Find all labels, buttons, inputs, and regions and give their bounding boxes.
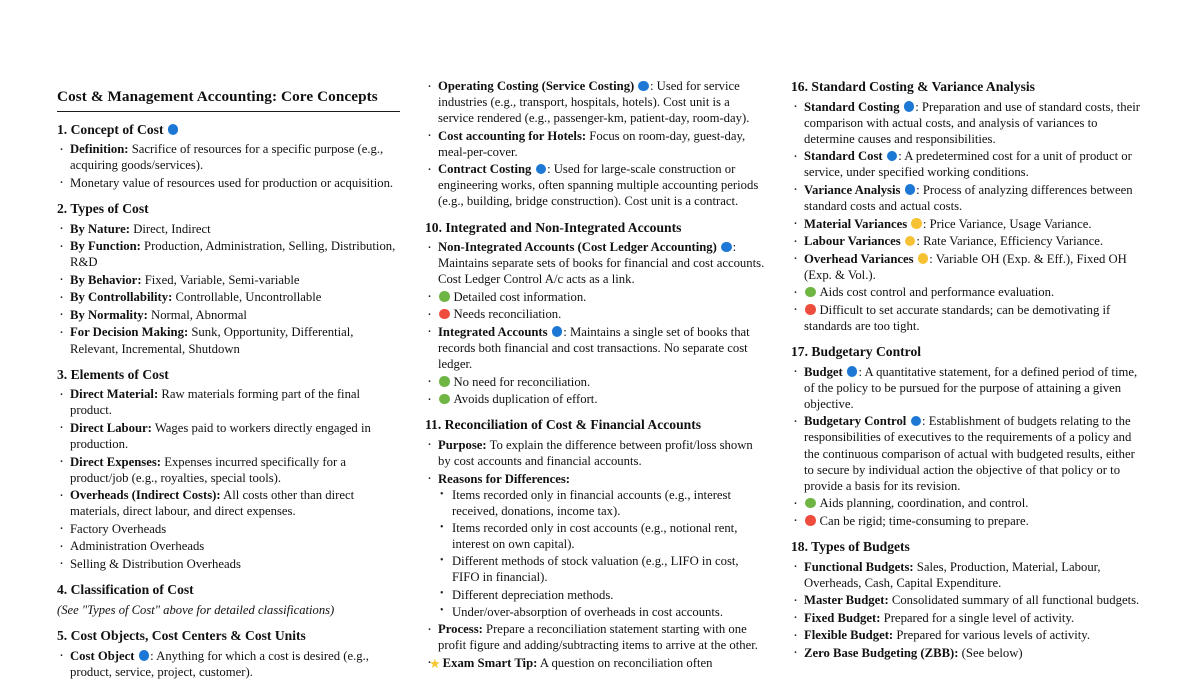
section-heading-text: 4. Classification of Cost xyxy=(57,581,194,597)
list-item xyxy=(425,391,768,407)
list-item-label: Standard Costing xyxy=(804,99,900,114)
list-item xyxy=(791,148,1141,180)
blue-circle-icon xyxy=(536,164,547,175)
list-item xyxy=(425,621,768,653)
section-heading xyxy=(57,121,398,139)
sub-list-item: • Under/over-absorption of overheads in cost accounts. xyxy=(438,604,768,620)
red-circle-icon xyxy=(805,515,816,526)
list-item xyxy=(791,302,1141,334)
list-item-text: Prepared for a single level of activity. xyxy=(880,610,1075,625)
blue-circle-icon xyxy=(887,151,898,162)
section-heading xyxy=(425,219,768,237)
list-item-label: Master Budget: xyxy=(804,593,889,608)
list-item-label: Direct Material: xyxy=(70,387,159,402)
list-item xyxy=(57,487,398,519)
list-item xyxy=(791,610,1141,626)
bullet-list xyxy=(791,99,1141,334)
green-circle-icon xyxy=(439,291,450,302)
list-item xyxy=(57,238,398,270)
section-heading-text: 11. Reconciliation of Cost & Financial Accounts xyxy=(425,417,702,433)
list-item-text: Fixed, Variable, Semi-variable xyxy=(141,272,300,287)
list-item xyxy=(57,454,398,486)
list-item-label: Cost accounting for Hotels: xyxy=(438,128,587,143)
list-item xyxy=(425,289,768,305)
exam-tip-text: A question on reconciliation often xyxy=(537,655,713,670)
list-item-text: Normal, Abnormal xyxy=(147,307,247,322)
list-item xyxy=(57,272,398,288)
list-item-label: Overhead Variances xyxy=(804,251,914,266)
list-item-label: Process: xyxy=(438,622,483,637)
list-item-label: Fixed Budget: xyxy=(804,610,881,625)
sub-list-item: • Items recorded only in cost accounts (e.g., notional rent, interest on own capital). xyxy=(438,520,768,552)
section-heading xyxy=(57,366,398,384)
list-item xyxy=(425,471,768,620)
list-item-text: Production, Administration, Selling, Distribution, R&D xyxy=(70,239,396,270)
section-heading-text: 2. Types of Cost xyxy=(57,200,149,216)
list-item xyxy=(425,306,768,322)
list-item-label: Operating Costing (Service Costing) xyxy=(438,79,635,93)
list-item-label: By Normality: xyxy=(70,307,148,322)
list-item-label: Material Variances xyxy=(804,216,908,231)
list-item-text: Avoids duplication of effort. xyxy=(453,392,598,407)
column-one-body xyxy=(57,121,398,680)
sub-list-item: • Items recorded only in financial accounts (e.g., interest received, donations, income tax). xyxy=(438,487,768,519)
list-item-text: Raw materials forming part of the final product. xyxy=(70,387,361,418)
red-circle-icon xyxy=(439,309,450,320)
list-item xyxy=(57,420,398,452)
list-item xyxy=(791,559,1141,591)
list-item-text: : Maintains a single set of books that records both financial and cost transactions. No separate cost ledger. xyxy=(438,324,750,372)
list-item-label: Purpose: xyxy=(438,437,487,452)
bullet-list xyxy=(425,78,768,210)
yellow-circle-icon xyxy=(911,218,922,229)
list-item-label: Cost Object xyxy=(70,648,135,663)
green-circle-icon xyxy=(805,287,816,298)
list-item-label: For Decision Making: xyxy=(70,325,189,340)
list-item-text: Sacrifice of resources for a specific purpose (e.g., acquiring goods/services). xyxy=(70,142,384,173)
list-item-text: Direct, Indirect xyxy=(130,221,211,236)
list-item xyxy=(791,251,1141,283)
list-item-text: Selling & Distribution Overheads xyxy=(70,556,241,571)
list-item xyxy=(791,284,1141,300)
section-heading-text: 1. Concept of Cost xyxy=(57,121,164,137)
blue-circle-icon xyxy=(847,366,858,377)
list-item-text: To explain the difference between profit/loss shown by cost accounts and financial accounts. xyxy=(438,437,753,469)
list-item-text: : A quantitative statement, for a defined period of time, of the policy to be pursued for the purpose of attaining a given objective. xyxy=(804,364,1138,411)
list-item-text: : Rate Variance, Efficiency Variance. xyxy=(916,234,1104,249)
red-circle-icon xyxy=(805,304,816,315)
list-item-text: No need for reconciliation. xyxy=(453,374,591,389)
section-heading xyxy=(425,416,768,434)
list-item-text: Prepare a reconciliation statement starting with one profit figure and adding/subtracting items to arrive at the other. xyxy=(438,622,758,653)
list-item xyxy=(57,556,398,572)
list-item-text: : Used for large-scale construction or engineering works, often spanning multiple accounting periods (e.g., building, bridge construction). Cost unit is a contract. xyxy=(438,162,759,209)
list-item xyxy=(425,161,768,209)
blue-circle-icon xyxy=(904,101,915,112)
list-item xyxy=(791,182,1141,214)
section-heading-text: 17. Budgetary Control xyxy=(791,344,922,360)
sub-list xyxy=(438,487,768,620)
list-item-text: (See below) xyxy=(958,645,1023,660)
list-item-text: Factory Overheads xyxy=(70,521,167,536)
list-item-label: By Function: xyxy=(70,239,141,254)
list-item-label: Flexible Budget: xyxy=(804,628,894,643)
bullet-list xyxy=(57,648,398,680)
section-heading xyxy=(57,581,398,599)
section-heading xyxy=(57,627,398,645)
list-item-label: Integrated Accounts xyxy=(438,324,548,339)
list-item-label: Overheads (Indirect Costs): xyxy=(70,488,221,503)
bullet-list xyxy=(791,559,1141,661)
list-item-label: By Behavior: xyxy=(70,272,142,287)
list-item xyxy=(791,233,1141,249)
section-heading-text: 3. Elements of Cost xyxy=(57,366,169,382)
list-item xyxy=(57,648,398,680)
green-circle-icon xyxy=(805,498,816,509)
list-item-label: Variance Analysis xyxy=(804,182,901,197)
section-heading-text: 18. Types of Budgets xyxy=(791,538,910,554)
list-item xyxy=(791,99,1141,147)
list-item xyxy=(791,495,1141,511)
blue-circle-icon xyxy=(168,124,179,135)
list-item-label: Budgetary Control xyxy=(804,414,907,429)
section-heading-text: 5. Cost Objects, Cost Centers & Cost Units xyxy=(57,627,306,643)
section-heading xyxy=(791,343,1141,361)
list-item-label: Labour Variances xyxy=(804,234,901,249)
list-item xyxy=(791,216,1141,232)
list-item-label: Zero Base Budgeting (ZBB): xyxy=(804,645,959,660)
column-three-body xyxy=(791,78,1141,661)
list-item xyxy=(57,289,398,305)
list-item-text: : Establishment of budgets relating to the responsibilities of executives to the requirements of a policy and the continuous comparison of actual with budgeted results, either to secure by individual action the objective of that policy or to provide a basis for its revision. xyxy=(804,414,1135,493)
list-item xyxy=(57,307,398,323)
list-item xyxy=(791,645,1141,661)
list-item-label: Reasons for Differences: xyxy=(438,471,571,486)
list-item xyxy=(425,437,768,469)
list-item-label: Contract Costing xyxy=(438,162,532,177)
list-item-text: Controllable, Uncontrollable xyxy=(172,290,322,305)
list-item xyxy=(425,324,768,372)
column-two-body xyxy=(425,78,768,671)
column-three xyxy=(771,0,1191,662)
list-item-text: Expenses incurred specifically for a product/job (e.g., royalties, special tools). xyxy=(70,454,346,485)
blue-circle-icon xyxy=(721,242,732,253)
exam-smart-tip xyxy=(425,655,768,671)
green-circle-icon xyxy=(439,376,450,387)
blue-circle-icon xyxy=(139,650,150,661)
list-item-text: Aids planning, coordination, and control. xyxy=(819,496,1029,511)
list-item-text: Detailed cost information. xyxy=(453,289,587,304)
list-item-label: By Controllability: xyxy=(70,290,173,305)
blue-circle-icon xyxy=(638,81,649,92)
section-heading xyxy=(791,538,1141,556)
bullet-list xyxy=(57,141,398,191)
blue-circle-icon xyxy=(552,326,563,337)
section-heading-text: 10. Integrated and Non-Integrated Accounts xyxy=(425,219,682,235)
list-item xyxy=(57,175,398,191)
list-item xyxy=(57,521,398,537)
list-item-text: Focus on room-day, guest-day, meal-per-cover. xyxy=(438,128,746,159)
list-item xyxy=(791,592,1141,608)
list-item xyxy=(791,627,1141,643)
list-item-text: Sales, Production, Material, Labour, Overheads, Cash, Capital Expenditure. xyxy=(804,559,1101,590)
list-item-label: Budget xyxy=(804,364,843,379)
list-item-text: Can be rigid; time-consuming to prepare. xyxy=(819,513,1029,528)
list-item xyxy=(425,239,768,287)
list-item xyxy=(57,324,398,356)
list-item-text: : Maintains separate sets of books for financial and cost accounts. Cost Ledger Control A/c acts as a link. xyxy=(438,240,765,287)
list-item xyxy=(425,78,768,126)
list-item xyxy=(57,221,398,237)
list-item xyxy=(425,374,768,390)
sub-list-item: • Different methods of stock valuation (e.g., LIFO in cost, FIFO in financial). xyxy=(438,553,768,585)
list-item-text: Consolidated summary of all functional budgets. xyxy=(888,593,1140,608)
exam-tip-list xyxy=(425,655,768,671)
list-item-text: : Preparation and use of standard costs, their comparison with actual costs, and analysis of variances to determine causes and responsibilities. xyxy=(804,99,1141,146)
bullet-list xyxy=(425,239,768,407)
list-item-text: : Variable OH (Exp. & Eff.), Fixed OH (Exp. & Vol.). xyxy=(804,251,1127,282)
list-item-text: Wages paid to workers directly engaged in production. xyxy=(70,420,371,451)
bullet-list xyxy=(57,221,398,357)
exam-tip-label: Exam Smart Tip: xyxy=(442,655,538,670)
page-title: Cost & Management Accounting: Core Concepts xyxy=(57,88,378,105)
section-heading xyxy=(791,78,1141,96)
list-item xyxy=(57,141,398,173)
list-item-text: Aids cost control and performance evaluation. xyxy=(819,285,1055,300)
blue-circle-icon xyxy=(911,416,922,427)
list-item xyxy=(57,386,398,418)
green-circle-icon xyxy=(439,394,450,405)
column-one xyxy=(0,0,401,681)
yellow-circle-icon xyxy=(905,236,916,247)
list-item xyxy=(791,364,1141,412)
list-item xyxy=(791,513,1141,529)
list-item-label: Direct Labour: xyxy=(70,420,152,435)
list-item xyxy=(57,538,398,554)
list-item-label: Non-Integrated Accounts (Cost Ledger Accounting) xyxy=(438,240,717,255)
list-item-label: Definition: xyxy=(70,142,129,157)
bullet-list xyxy=(425,437,768,653)
list-item-text: Difficult to set accurate standards; can be demotivating if standards are too tight. xyxy=(804,302,1111,333)
list-item-text: All costs other than direct materials, direct labour, and direct expenses. xyxy=(70,488,355,519)
section-heading xyxy=(57,200,398,218)
list-item-label: Functional Budgets: xyxy=(804,559,914,574)
list-item-text: : Used for service industries (e.g., transport, hospitals, hotels). Cost unit is a service rendered (e.g., passenger-km, patient-day, room-day). xyxy=(438,79,750,126)
list-item xyxy=(791,413,1141,493)
yellow-circle-icon xyxy=(918,253,929,264)
list-item-text: Needs reconciliation. xyxy=(453,307,562,322)
list-item xyxy=(425,128,768,160)
list-item-text: : A predetermined cost for a unit of product or service, under specified working conditions. xyxy=(804,149,1132,180)
list-item-label: By Nature: xyxy=(70,221,131,236)
list-item-text: : Process of analyzing differences between standard costs and actual costs. xyxy=(804,182,1133,214)
list-item-text: Monetary value of resources used for production or acquisition. xyxy=(70,175,394,190)
list-item-text: Sunk, Opportunity, Differential, Relevant, Incremental, Shutdown xyxy=(70,325,354,356)
list-item-label: Standard Cost xyxy=(804,149,883,164)
bullet-list xyxy=(57,386,398,572)
section-heading-text: 16. Standard Costing & Variance Analysis xyxy=(791,79,1035,94)
list-item-label: Direct Expenses: xyxy=(70,454,162,469)
column-two xyxy=(401,0,771,672)
sub-list-item: • Different depreciation methods. xyxy=(438,587,768,603)
list-item-text: Administration Overheads xyxy=(70,539,205,554)
star-icon: ★ xyxy=(429,655,441,671)
bullet-list xyxy=(791,364,1141,529)
list-item-text: : Price Variance, Usage Variance. xyxy=(922,216,1092,231)
blue-circle-icon xyxy=(905,184,916,195)
section-note: (See "Types of Cost" above for detailed classifications) xyxy=(57,602,335,617)
list-item-text: : Anything for which a cost is desired (e.g., product, service, project, customer). xyxy=(70,648,369,679)
list-item-text: Prepared for various levels of activity. xyxy=(893,628,1090,643)
title-divider xyxy=(57,111,400,112)
